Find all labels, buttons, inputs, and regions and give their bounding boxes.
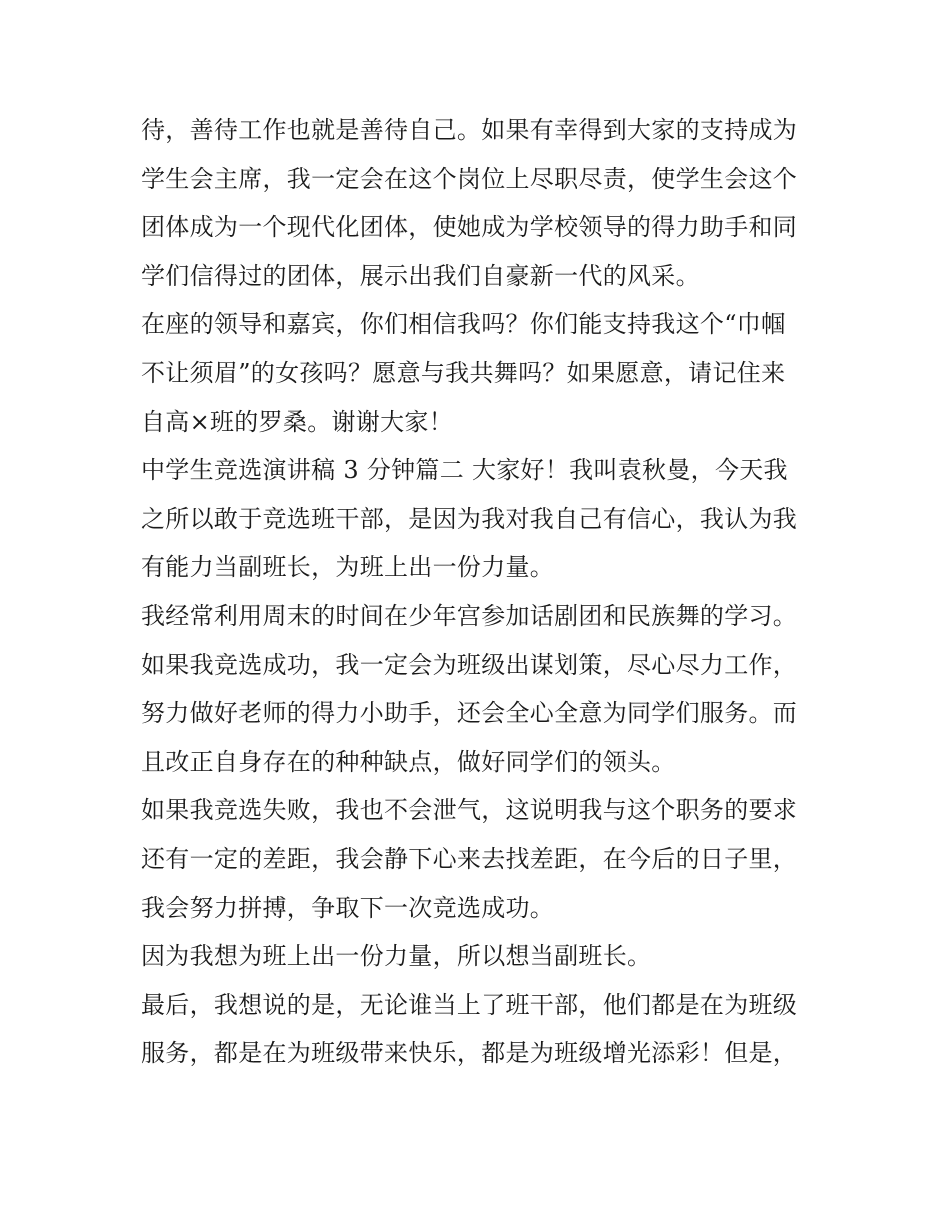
text-line: 我经常利用周末的时间在少年宫参加话剧团和民族舞的学习。 — [141, 601, 798, 630]
text-line: 如果我竞选失败，我也不会泄气，这说明我与这个职务的要求 — [141, 796, 798, 825]
text-line: 学们信得过的团体，展示出我们自豪新一代的风采。 — [141, 261, 700, 290]
text-line: 学生会主席，我一定会在这个岗位上尽职尽责，使学生会这个 — [141, 164, 798, 193]
text-line: 在座的领导和嘉宾，你们相信我吗？你们能支持我这个“巾帼 — [141, 310, 786, 339]
text-line: 不让须眉”的女孩吗？愿意与我共舞吗？如果愿意，请记住来 — [141, 358, 786, 387]
text-line: 努力做好老师的得力小助手，还会全心全意为同学们服务。而 — [141, 699, 798, 728]
text-line: 且改正自身存在的种种缺点，做好同学们的领头。 — [141, 747, 676, 776]
text-line: 自高×班的罗桑。谢谢大家！ — [141, 407, 454, 436]
section-heading-line: 中学生竞选演讲稿 3 分钟篇二 大家好！我叫袁秋曼，今天我 — [141, 456, 788, 485]
text-line: 因为我想为班上出一份力量，所以想当副班长。 — [141, 942, 652, 971]
text-line: 如果我竞选成功，我一定会为班级出谋划策，尽心尽力工作， — [141, 650, 798, 679]
document-body — [141, 106, 813, 1078]
text-line: 最后，我想说的是，无论谁当上了班干部，他们都是在为班级 — [141, 990, 798, 1019]
text-line: 服务，都是在为班级带来快乐，都是为班级增光添彩！但是， — [141, 1039, 798, 1068]
text-line: 团体成为一个现代化团体，使她成为学校领导的得力助手和同 — [141, 213, 798, 242]
text-line: 之所以敢于竞选班干部，是因为我对我自己有信心，我认为我 — [141, 504, 798, 533]
text-line: 待，善待工作也就是善待自己。如果有幸得到大家的支持成为 — [141, 116, 798, 144]
text-line: 有能力当副班长，为班上出一份力量。 — [141, 553, 555, 582]
text-line: 我会努力拼搏，争取下一次竞选成功。 — [141, 893, 555, 922]
text-line: 还有一定的差距，我会静下心来去找差距，在今后的日子里， — [141, 844, 798, 873]
